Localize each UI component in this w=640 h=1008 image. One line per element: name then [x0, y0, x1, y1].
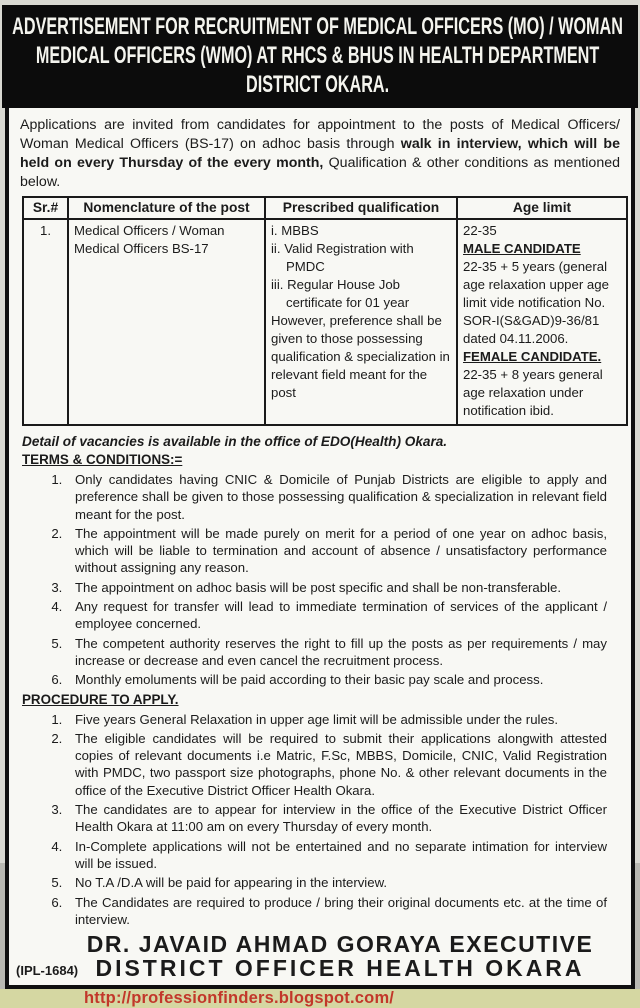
procedure-item: 5. No T.A /D.A will be paid for appearing in the interview. — [66, 874, 607, 891]
posts-table — [22, 196, 628, 426]
cell-qualification — [265, 219, 457, 425]
term-item: 3. The appointment on adhoc basis will be post specific and shall be non-transferable. — [66, 579, 607, 596]
signatory-name: DR. JAVAID AHMAD GORAYA EXECUTIVE — [86, 931, 594, 958]
footer-url-bar — [0, 989, 640, 1008]
vacancy-detail-line: Detail of vacancies is available in the office of EDO(Health) Okara. — [22, 434, 448, 449]
qualification-note: However, preference shall be given to those possessing qualification & specialization in relevant field meant for the post — [271, 313, 450, 400]
procedure-list — [19, 711, 621, 929]
qualification-item-3: iii. Regular House Job certificate for 01 year — [271, 277, 410, 310]
intro-text-start: Applications are invited from candidates for appointment to the posts of Medical Officers/ Woman Medical Officers (BS-17) on adhoc basis through — [20, 117, 620, 152]
footer-url-link[interactable]: http://professionfinders.blogspot.com/ — [84, 989, 395, 1008]
procedure-item: 1. Five years General Relaxation in upper age limit will be admissible under the rules. — [66, 711, 607, 728]
term-item: 4. Any request for transfer will lead to immediate termination of services of the applicant / employee concerned. — [66, 598, 607, 633]
term-item: 6. Monthly emoluments will be paid according to their basic pay scale and process. — [66, 671, 607, 688]
cell-age-limit — [457, 219, 627, 425]
terms-heading: TERMS & CONDITIONS:= — [22, 452, 183, 467]
intro-text-bold: walk in interview, which will be held on every Thursday of the every month, — [20, 136, 620, 171]
signatory-title: DISTRICT OFFICER HEALTH OKARA — [95, 955, 585, 982]
intro-paragraph — [20, 116, 620, 192]
ad-title: ADVERTISEMENT FOR RECRUITMENT OF MEDICAL OFFICERS (MO) / WOMAN MEDICAL OFFICERS (WMO) AT RHCS & BHUS IN HEALTH DEPARTMENT DISTRICT OKARA. — [12, 13, 623, 98]
procedure-item: 6. The Candidates are required to produce / bring their original documents etc. at the time of interview. — [66, 894, 607, 929]
qualification-item-1: i. MBBS — [271, 223, 319, 238]
ad-title-banner — [2, 5, 638, 108]
male-candidate-heading: MALE CANDIDATE — [463, 241, 581, 256]
female-candidate-text: 22-35 + 8 years general age relaxation under notification ibid. — [463, 367, 603, 418]
female-candidate-heading: FEMALE CANDIDATE. — [463, 349, 602, 364]
procedure-item: 2. The eligible candidates will be required to submit their applications alongwith attested copies of relevant documents i.e Matric, F.Sc, MBBS, Domicile, CNIC, Valid Registration with PMDC, two passport size photographs, phone No. & other relevant documents in the office of the Executive District Officer Health Okara. — [66, 730, 607, 799]
column-header-qualification: Prescribed qualification — [265, 197, 457, 219]
age-range: 22-35 — [463, 223, 497, 238]
procedure-heading: PROCEDURE TO APPLY. — [22, 691, 179, 707]
signature-block — [16, 931, 621, 982]
term-item: 5. The competent authority reserves the right to fill up the posts as per requirements / may increase or decrease and even cancel the recruitment process. — [66, 635, 607, 670]
procedure-item: 4. In-Complete applications will not be entertained and no separate intimation for interview will be issued. — [66, 838, 607, 873]
table-row — [23, 219, 627, 425]
qualification-item-2: ii. Valid Registration with PMDC — [271, 241, 414, 274]
column-header-sr: Sr.# — [23, 197, 68, 219]
terms-list — [19, 471, 621, 689]
column-header-age-limit: Age limit — [457, 197, 627, 219]
cell-sr: 1. — [23, 219, 68, 425]
ad-body — [5, 108, 635, 989]
male-candidate-text: 22-35 + 5 years (general age relaxation upper age limit vide notification No. SOR-I(S&GAD)9-36/81 dated 04.11.2006. — [463, 259, 609, 346]
cell-post: Medical Officers / Woman Medical Officers BS-17 — [68, 219, 265, 425]
table-header-row — [23, 197, 627, 219]
ipl-reference: (IPL-1684) — [16, 963, 79, 979]
term-item: 2. The appointment will be made purely on merit for a period of one year on adhoc basis, which will be liable to termination and account of absence / unsatisfactory performance without assigning any reason. — [66, 525, 607, 577]
column-header-post: Nomenclature of the post — [68, 197, 265, 219]
term-item: 1. Only candidates having CNIC & Domicile of Punjab Districts are eligible to apply and preference shall be given to those possessing qualification & specialization in relevant field meant for the post. — [66, 471, 607, 523]
procedure-item: 3. The candidates are to appear for interview in the office of the Executive District Officer Health Okara at 11:00 am on every Thursday of every month. — [66, 801, 607, 836]
intro-text-end: Qualification & other conditions as mentioned below. — [20, 155, 620, 190]
